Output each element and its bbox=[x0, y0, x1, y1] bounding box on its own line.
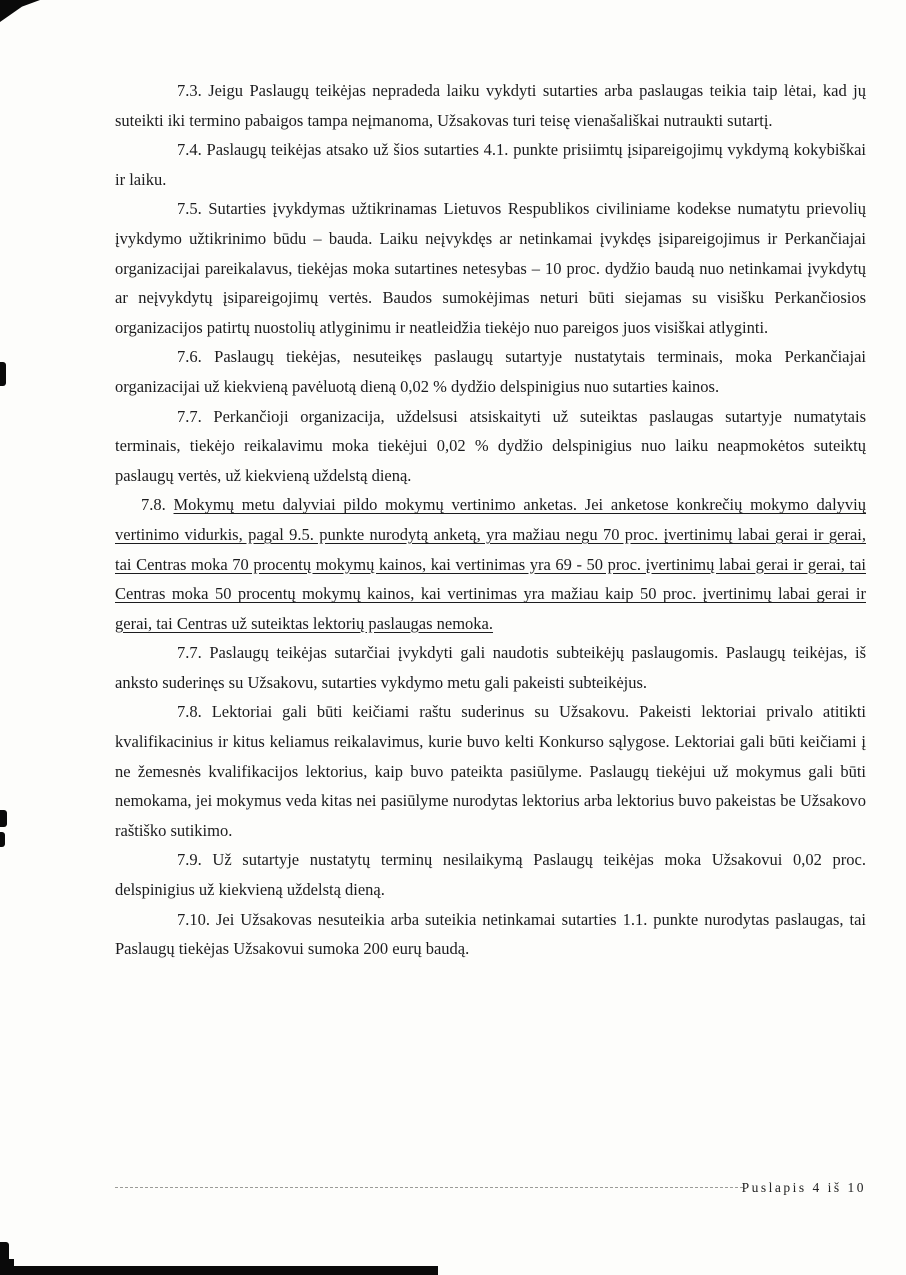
paragraph-number: 7.8. bbox=[141, 495, 174, 515]
underlined-clause: Mokymų metu dalyviai pildo mokymų vertinimo anketas. Jei anketose konkrečių mokymo dalyvių vertinimo vidurkis, pagal 9.5. punkte nurodytą anketą, yra mažiau negu 70 proc. įvertinimų labai gerai ir gerai, tai Centras moka 70 procentų mokymų kainos, kai vertinimas yra 69 - 50 proc. įvertinimų labai gerai ir gerai, tai Centras moka 50 procentų mokymų kainos, kai vertinimas yra mažiau kaip 50 proc. įvertinimų labai gerai ir gerai, tai Centras už suteiktas lektorių paslaugas nemoka. bbox=[115, 495, 867, 633]
page-number-label: Puslapis 4 iš 10 bbox=[741, 1180, 866, 1195]
scan-artifact-bottom-edge bbox=[0, 1266, 438, 1275]
scan-artifact-top-left bbox=[0, 0, 40, 22]
paragraph-7-8-evaluation bbox=[115, 490, 866, 638]
paragraph-7-10: 7.10. Jei Užsakovas nesuteikia arba suteikia netinkamai sutarties 1.1. punkte nurodytas paslaugas, tai Paslaugų tiekėjas Užsakovui sumoka 200 eurų baudą. bbox=[115, 909, 866, 959]
paragraph-7-4: 7.4. Paslaugų teikėjas atsako už šios sutarties 4.1. punkte prisiimtų įsipareigojimų vykdymą kokybiškai ir laiku. bbox=[115, 140, 866, 189]
document-body bbox=[115, 76, 866, 964]
paragraph-7-9: 7.9. Už sutartyje nustatytų terminų nesilaikymą Paslaugų teikėjas moka Užsakovui 0,02 proc. delspinigius už kiekvieną uždelstą dieną. bbox=[115, 850, 866, 900]
paragraph-7-3: 7.3. Jeigu Paslaugų teikėjas nepradeda laiku vykdyti sutarties arba paslaugas teikia taip lėtai, kad jų suteikti iki termino pabaigos tampa neįmanoma, Užsakovas turi teisę vienašališkai nutraukti sutartį. bbox=[115, 81, 866, 130]
scan-artifact-left-edge bbox=[0, 810, 7, 827]
paragraph-7-7-late-payment: 7.7. Perkančioji organizacija, uždelsusi atsiskaityti už suteiktas paslaugas sutartyje numatytais terminais, tiekėjo reikalavimu moka tiekėjui 0,02 % dydžio delspinigius nuo laiku neapmokėtos suteiktų paslaugų vertės, už kiekvieną uždelstą dieną. bbox=[115, 406, 866, 485]
footer-divider bbox=[115, 1187, 743, 1188]
scan-artifact-left-edge bbox=[0, 832, 5, 847]
scan-artifact-left-edge bbox=[0, 362, 6, 386]
paragraph-7-8-lecturers: 7.8. Lektoriai gali būti keičiami raštu suderinus su Užsakovu. Pakeisti lektoriai privalo atitikti kvalifikacinius ir kitus keliamus reikalavimus, kurie buvo kelti Konkurso sąlygose. Lektoriai gali būti keičiami į ne žemesnės kvalifikacijos lektorius, kaip buvo pateikta pasiūlyme. Paslaugų tiekėjui už mokymus gali būti nemokama, jei mokymus veda kitas nei pasiūlyme nurodytas lektorius arba lektorius buvo pakeistas be Užsakovo raštiško sutikimo. bbox=[115, 702, 866, 840]
paragraph-7-5: 7.5. Sutarties įvykdymas užtikrinamas Lietuvos Respublikos civiliniame kodekse numatytu prievolių įvykdymo užtikrinimo būdu – bauda. Laiku neįvykdęs ar netinkamai įvykdęs įsipareigojimus ir Perkančiajai organizacijai pareikalavus, tiekėjas moka sutartines netesybas – 10 proc. dydžio baudą nuo netinkamai įvykdytų ar neįvykdytų įsipareigojimų vertės. Baudos sumokėjimas neturi būti siejamas su visišku Perkančiosios organizacijos patirtų nuostolių atlyginimu ir neatleidžia tiekėjo nuo pareigos juos visiškai atlyginti. bbox=[115, 199, 866, 337]
paragraph-7-6: 7.6. Paslaugų tiekėjas, nesuteikęs paslaugų sutartyje nustatytais terminais, moka Perkančiajai organizacijai už kiekvieną pavėluotą dieną 0,02 % dydžio delspinigius nuo sutarties kainos. bbox=[115, 347, 866, 396]
paragraph-7-7-subcontractors: 7.7. Paslaugų teikėjas sutarčiai įvykdyti gali naudotis subteikėjų paslaugomis. Paslaugų teikėjas, iš anksto suderinęs su Užsakovu, sutarties vykdymo metu gali pakeisti subteikėjus. bbox=[115, 643, 866, 692]
